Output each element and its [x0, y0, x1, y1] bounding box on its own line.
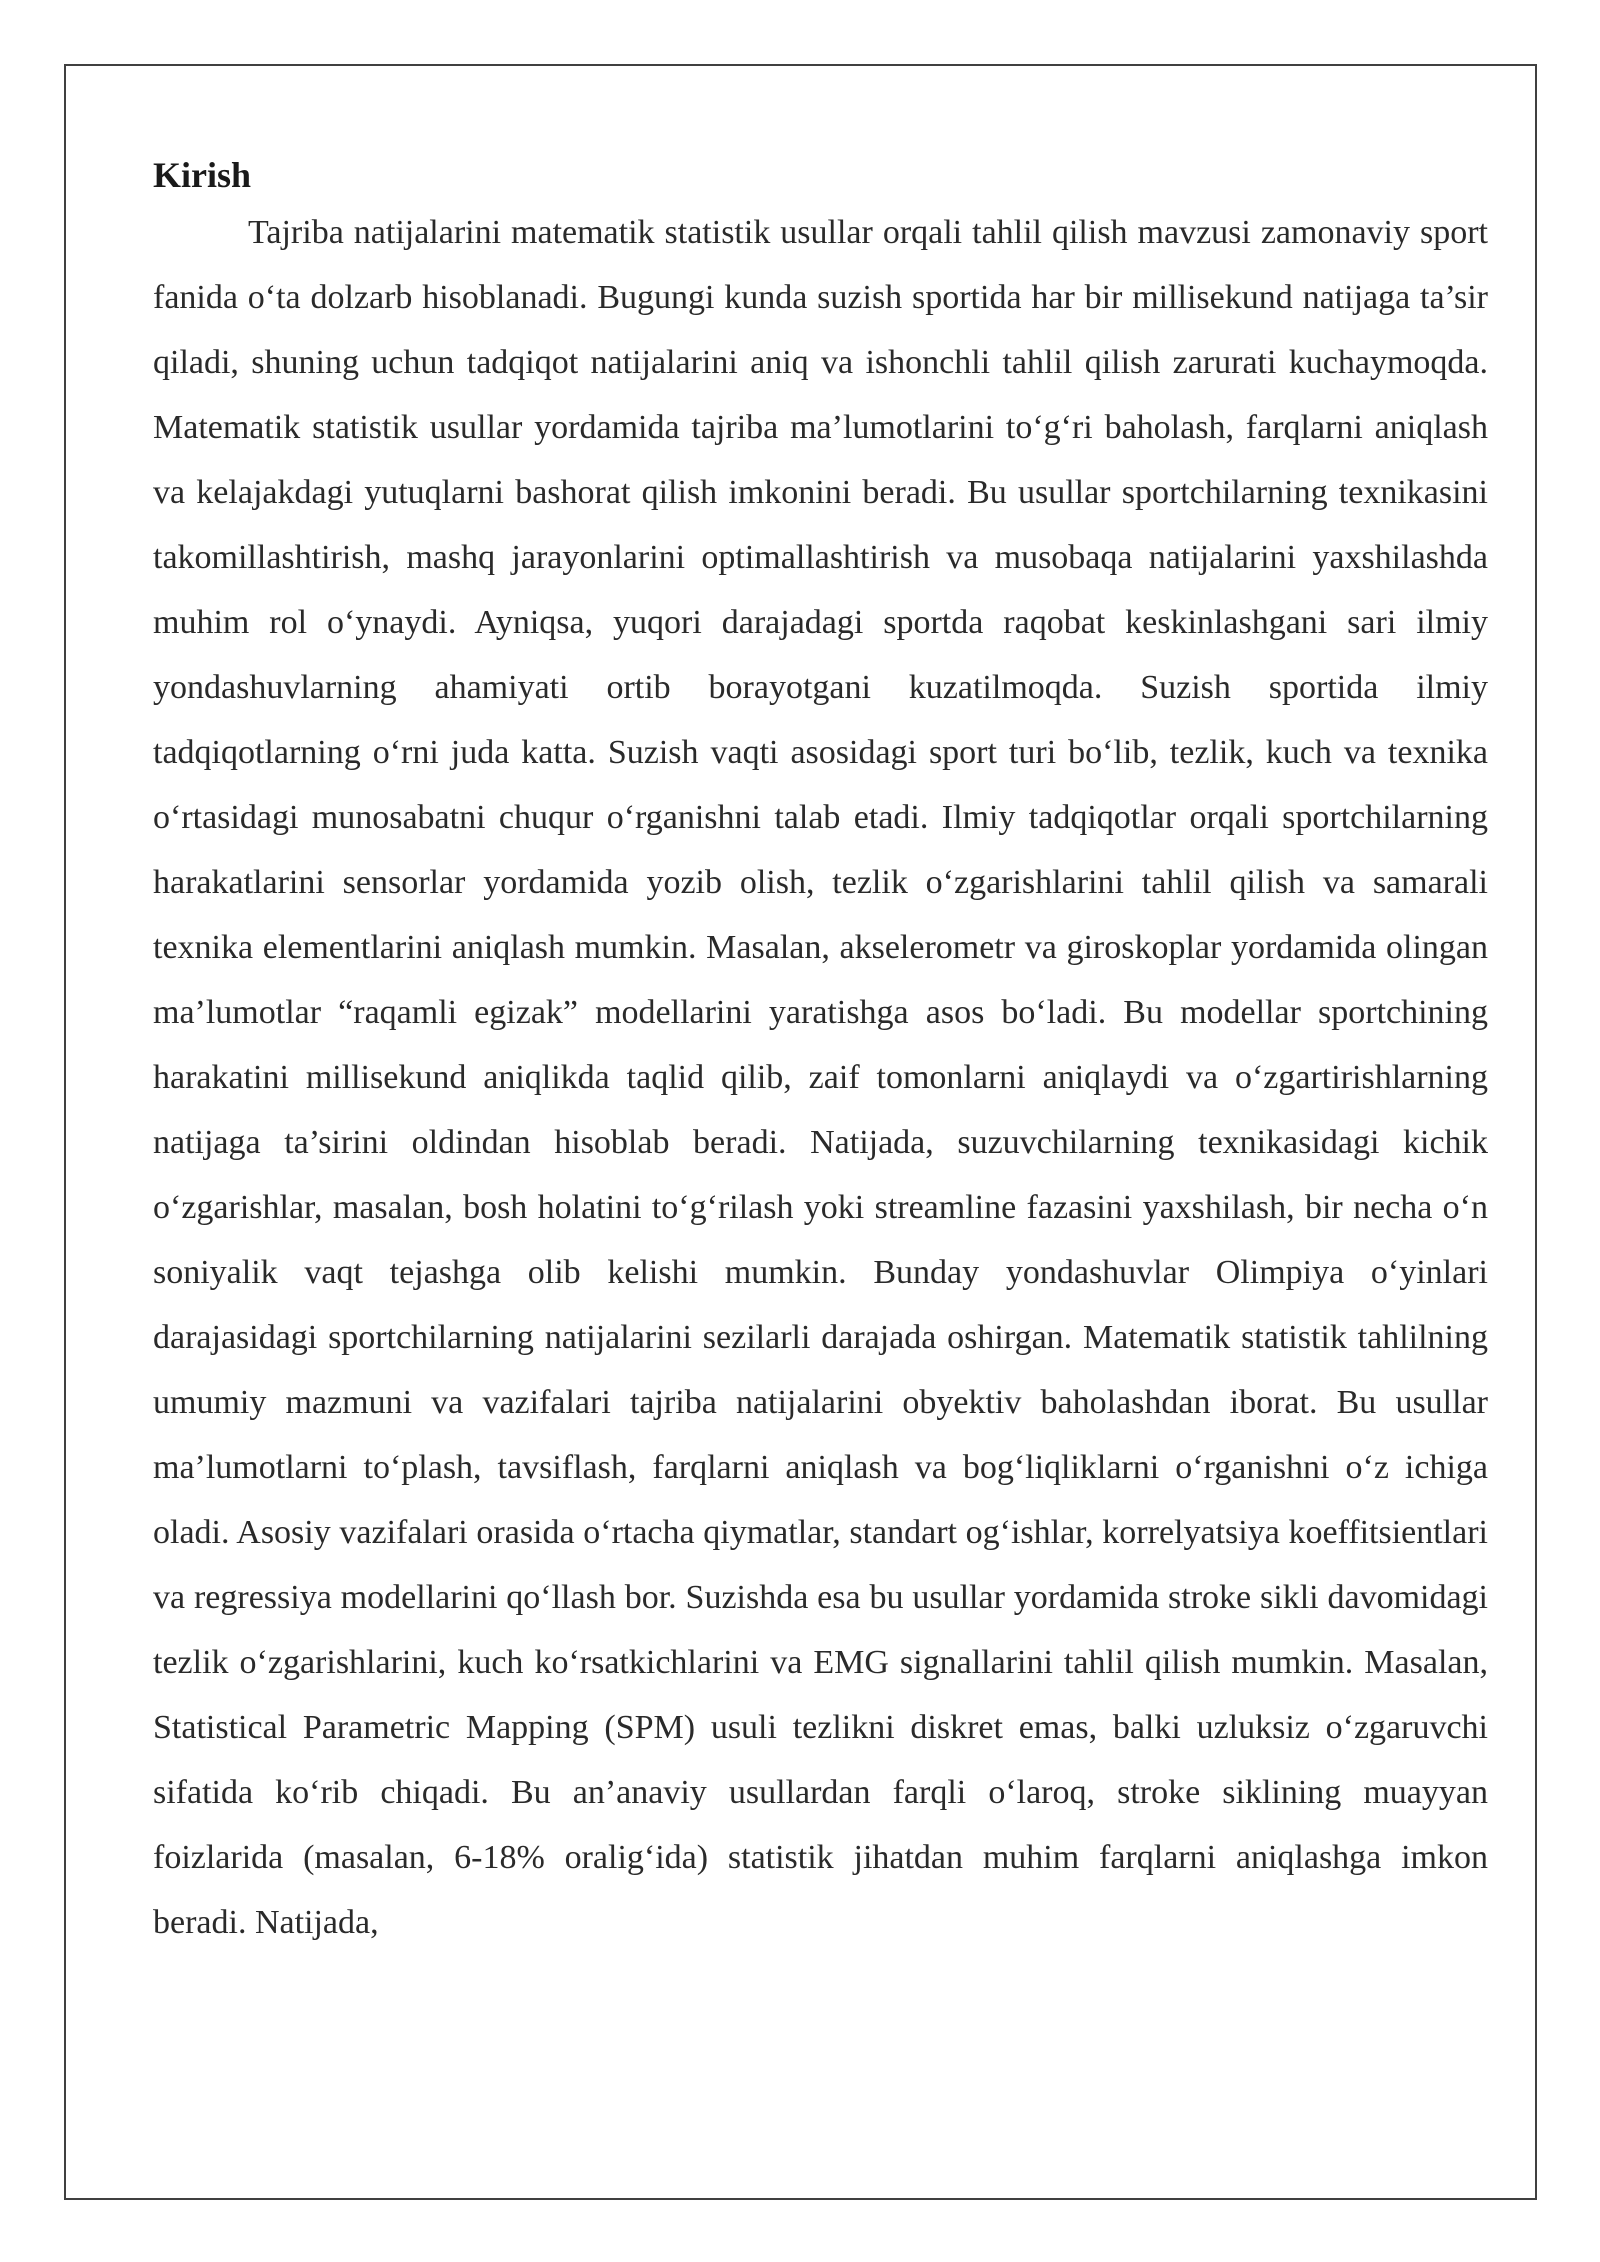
section-heading: Kirish	[153, 155, 252, 195]
body-paragraph: Tajriba natijalarini matematik statistik usullar orqali tahlil qilish mavzusi zamonaviy sport fanida o‘ta dolzarb hisoblanadi. Bugungi kunda suzish sportida har bir millisekund natijaga ta’sir qiladi, shuning uchun tadqiqot natijalarini aniq va ishonchli tahlil qilish zarurati kuchaymoqda. Matematik statistik usullar yordamida tajriba ma’lumotlarini to‘g‘ri baholash, farqlarni aniqlash va kelajakdagi yutuqlarni bashorat qilish imkonini beradi. Bu usullar sportchilarning texnikasini takomillashtirish, mashq jarayonlarini optimallashtirish va musobaqa natijalarini yaxshilashda muhim rol o‘ynaydi. Ayniqsa, yuqori darajadagi sportda raqobat keskinlashgani sari ilmiy yondashuvlarning ahamiyati ortib borayotgani kuzatilmoqda. Suzish sportida ilmiy tadqiqotlarning o‘rni juda katta. Suzish vaqti asosidagi sport turi bo‘lib, tezlik, kuch va texnika o‘rtasidagi munosabatni chuqur o‘rganishni talab etadi. Ilmiy tadqiqotlar orqali sportchilarning harakatlarini sensorlar yordamida yozib olish, tezlik o‘zgarishlarini tahlil qilish va samarali texnika elementlarini aniqlash mumkin. Masalan, akselerometr va giroskoplar yordamida olingan ma’lumotlar “raqamli egizak” modellarini yaratishga asos bo‘ladi. Bu modellar sportchining harakatini millisekund aniqlikda taqlid qilib, zaif tomonlarni aniqlaydi va o‘zgartirishlarning natijaga ta’sirini oldindan hisoblab beradi. Natijada, suzuvchilarning texnikasidagi kichik o‘zgarishlar, masalan, bosh holatini to‘g‘rilash yoki streamline fazasini yaxshilash, bir necha o‘n soniyalik vaqt tejashga olib kelishi mumkin. Bunday yondashuvlar Olimpiya o‘yinlari darajasidagi sportchilarning natijalarini sezilarli darajada oshirgan. Matematik statistik tahlilning umumiy mazmuni va vazifalari tajriba natijalarini obyektiv baholashdan iborat. Bu usullar ma’lumotlarni to‘plash, tavsiflash, farqlarni aniqlash va bog‘liqliklarni o‘rganishni o‘z ichiga oladi. Asosiy vazifalari orasida o‘rtacha qiymatlar, standart og‘ishlar, korrelyatsiya koeffitsientlari va regressiya modellarini qo‘llash bor. Suzishda esa bu usullar yordamida stroke sikli davomidagi tezlik o‘zgarishlarini, kuch ko‘rsatkichlarini va EMG signallarini tahlil qilish mumkin. Masalan, Statistical Parametric Mapping (SPM) usuli tezlikni diskret emas, balki uzluksiz o‘zgaruvchi sifatida ko‘rib chiqadi. Bu an’anaviy usullardan farqli o‘laroq, stroke siklining muayyan foizlarida (masalan, 6-18% oralig‘ida) statistik jihatdan muhim farqlarni aniqlashga imkon beradi. Natijada,	[153, 214, 1488, 1941]
document-body	[153, 150, 1488, 1955]
